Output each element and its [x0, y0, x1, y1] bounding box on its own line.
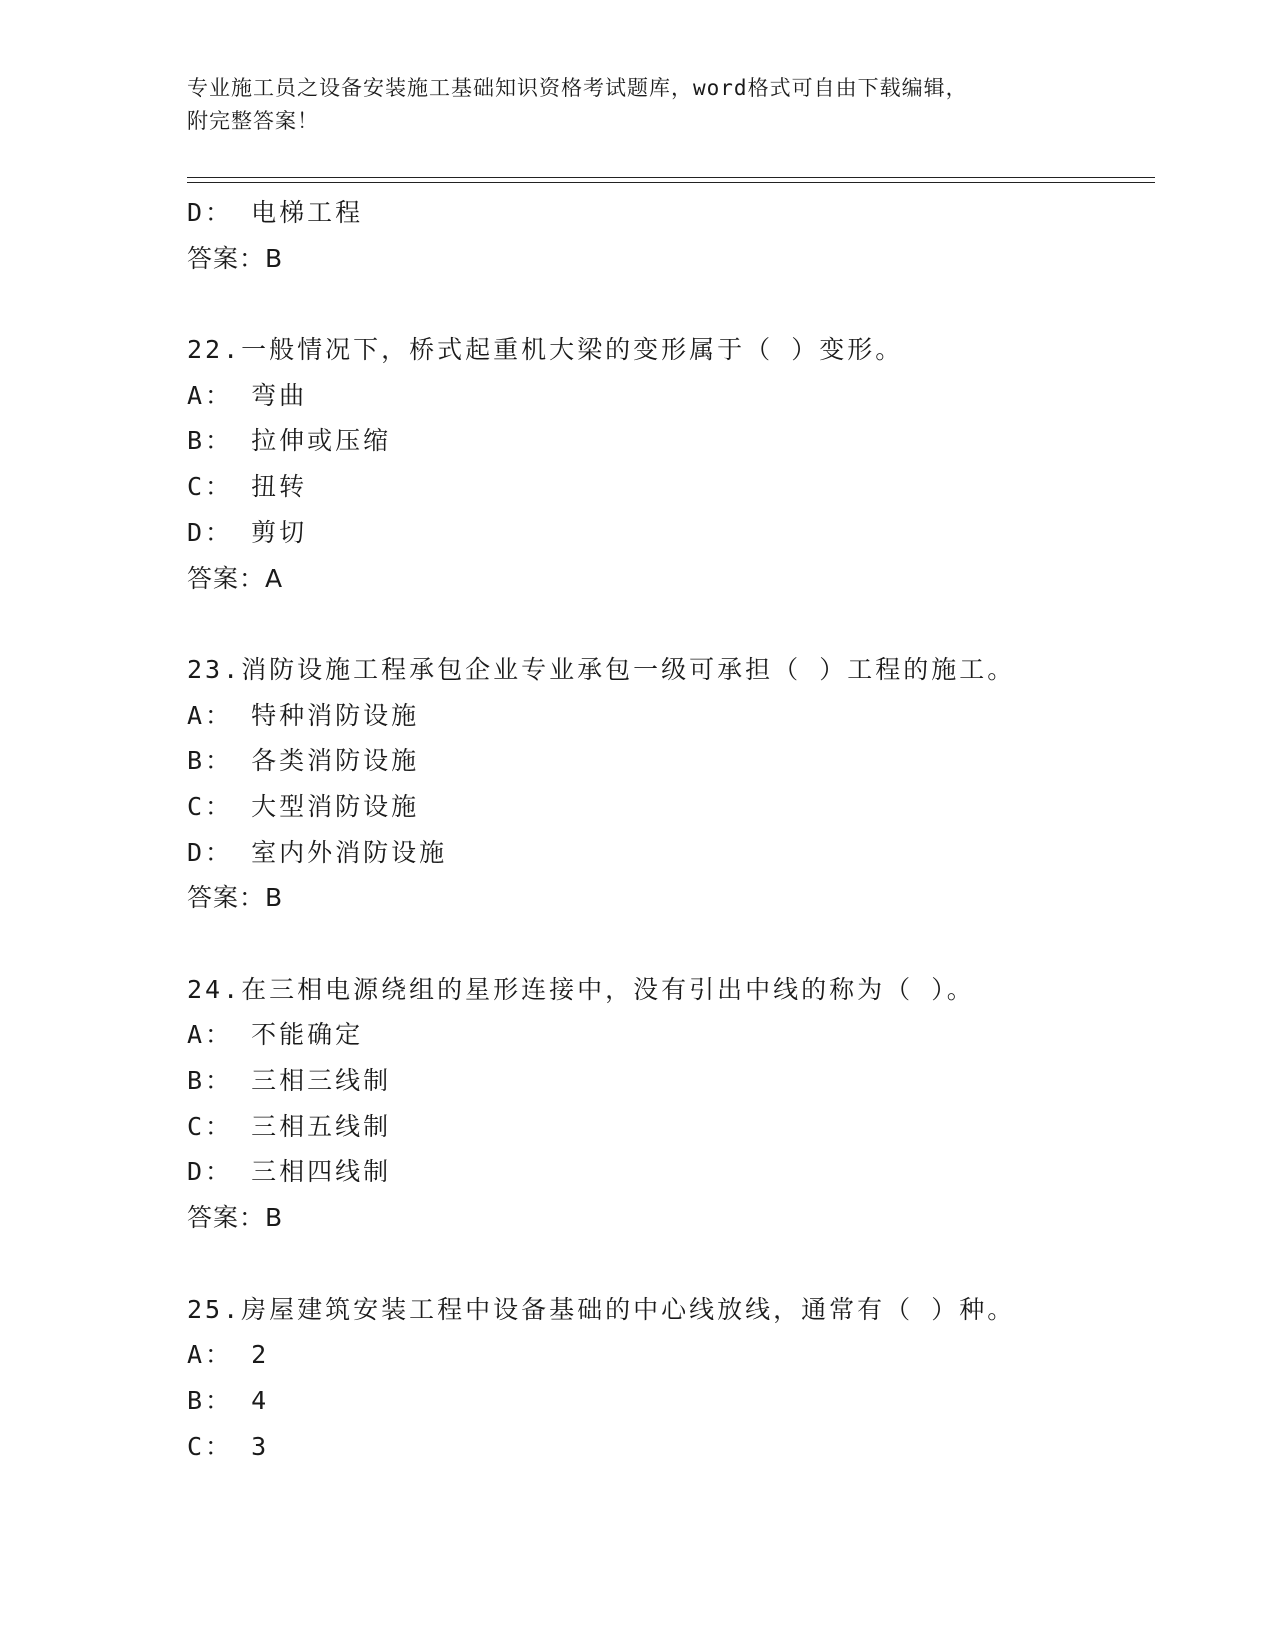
question-stem: 23.消防设施工程承包企业专业承包一级可承担（ ）工程的施工。: [187, 654, 1016, 684]
answer: 答案：A: [187, 563, 284, 593]
option-b: B： 各类消防设施: [187, 746, 420, 776]
option-a: A： 特种消防设施: [187, 700, 420, 730]
answer: 答案：B: [187, 883, 284, 913]
header-title-line-1: 专业施工员之设备安装施工基础知识资格考试题库，word格式可自由下载编辑，: [187, 76, 968, 100]
option-d: D： 剪切: [187, 517, 308, 547]
question-stem: 22.一般情况下，桥式起重机大梁的变形属于（ ）变形。: [187, 335, 904, 365]
question-25: [187, 1287, 1155, 1470]
question-list: [187, 190, 1155, 1469]
question-22: [187, 327, 1155, 601]
option-a: A： 弯曲: [187, 380, 308, 410]
option-b: B： 拉伸或压缩: [187, 426, 392, 456]
option-d: D： 三相四线制: [187, 1157, 392, 1187]
answer: 答案：B: [187, 1203, 284, 1233]
spacer: [187, 921, 1155, 967]
prev-question-option-d: D： 电梯工程: [187, 198, 364, 227]
option-a: A： 不能确定: [187, 1020, 364, 1050]
option-c: C： 大型消防设施: [187, 791, 420, 821]
question-24: [187, 967, 1155, 1241]
option-c: C： 3: [187, 1431, 270, 1461]
header-divider-bottom: [187, 182, 1155, 183]
option-d: D： 室内外消防设施: [187, 837, 448, 867]
question-stem: 25.房屋建筑安装工程中设备基础的中心线放线，通常有（ ）种。: [187, 1294, 1016, 1324]
option-c: C： 三相五线制: [187, 1111, 392, 1141]
question-23: [187, 647, 1155, 921]
document-header: [187, 72, 1067, 138]
spacer: [187, 1241, 1155, 1287]
question-stem: 24.在三相电源绕组的星形连接中，没有引出中线的称为（ ）。: [187, 974, 975, 1004]
prev-question-answer: 答案：B: [187, 243, 284, 273]
option-a: A： 2: [187, 1340, 270, 1370]
option-b: B： 三相三线制: [187, 1066, 392, 1096]
option-c: C： 扭转: [187, 472, 308, 502]
option-b: B： 4: [187, 1385, 270, 1415]
header-divider-top: [187, 177, 1155, 178]
header-title-line-2: 附完整答案！: [187, 109, 319, 133]
spacer: [187, 281, 1155, 327]
spacer: [187, 601, 1155, 647]
